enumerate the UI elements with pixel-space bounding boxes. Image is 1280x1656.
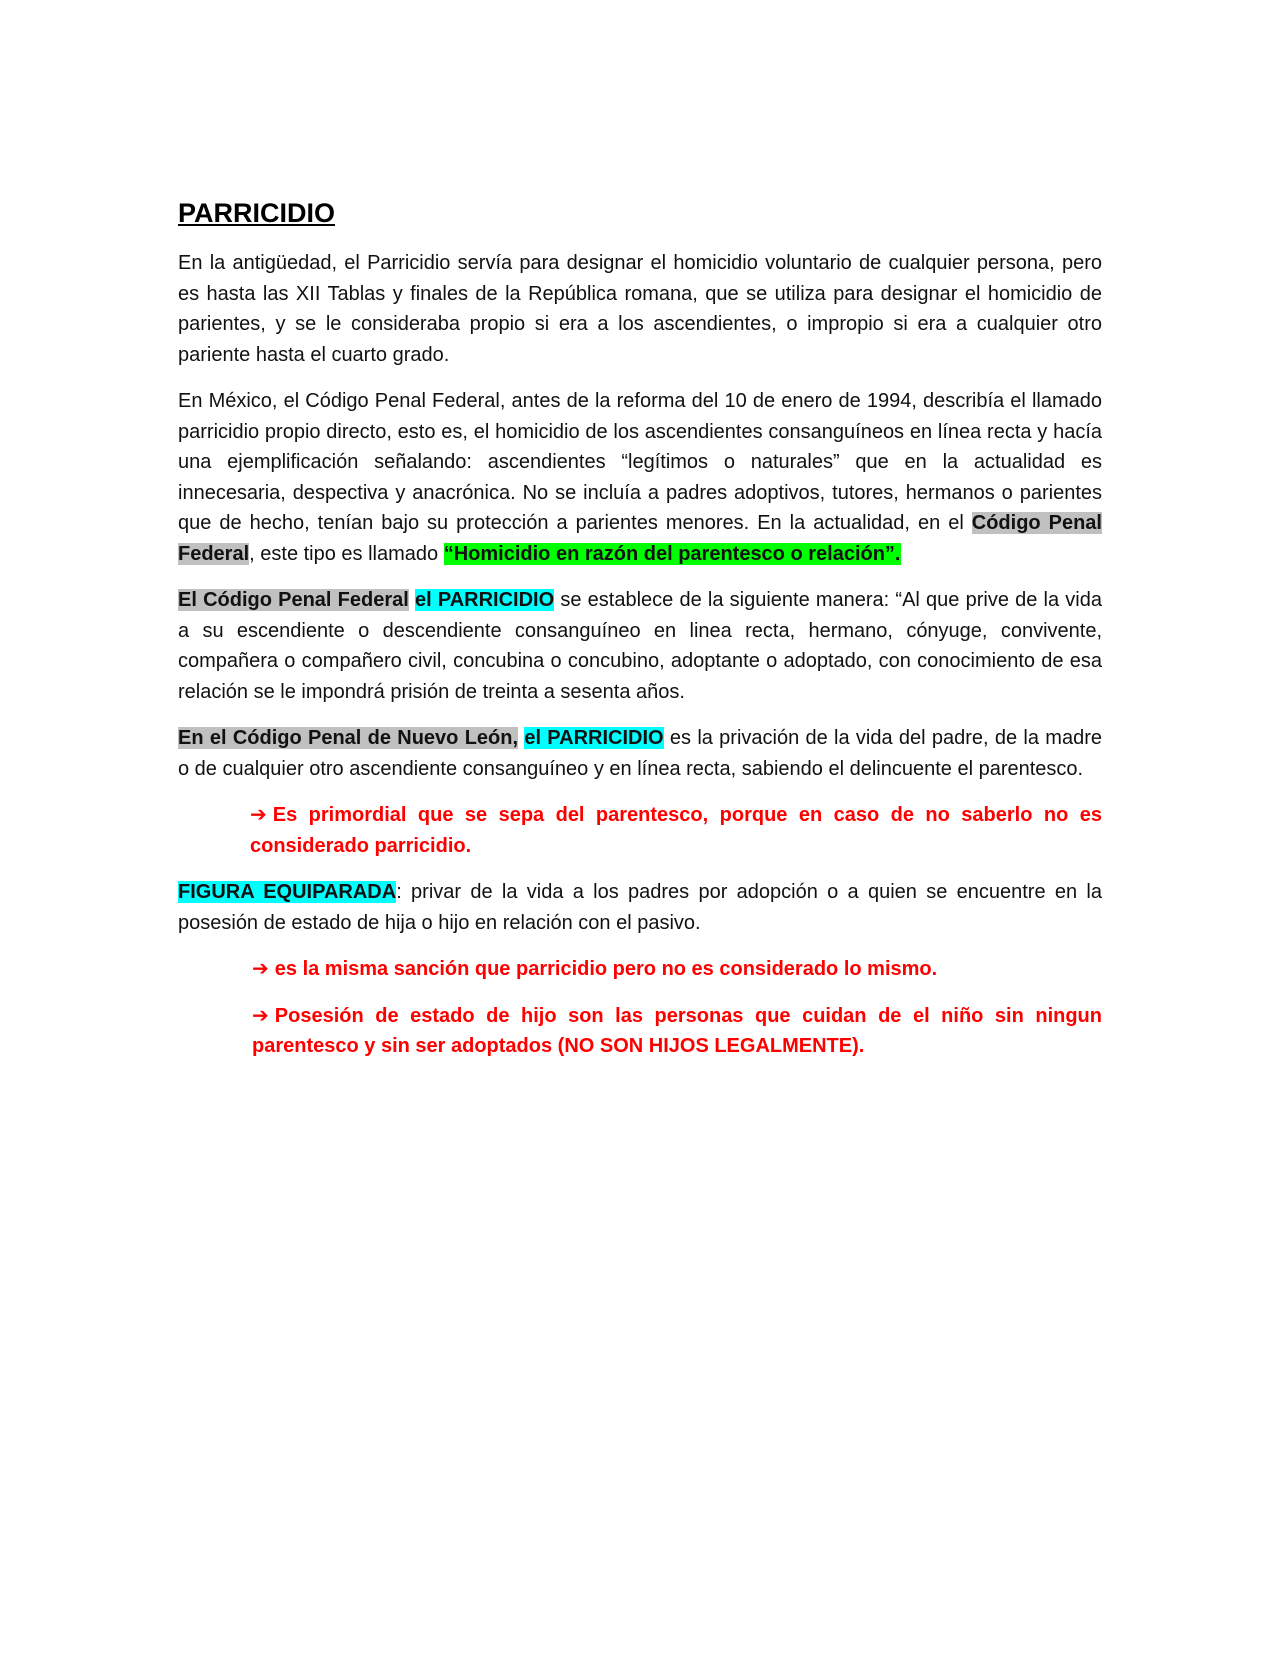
paragraph-nuevo-leon: [178, 723, 1102, 784]
document-page: [178, 196, 1102, 1078]
homicidio-quote-highlight: “Homicidio en razón del parentesco o relación”.: [443, 542, 901, 565]
note-parentesco: [250, 800, 1102, 861]
arrow-right-icon: ➔: [252, 1004, 269, 1027]
arrow-right-icon: ➔: [252, 958, 269, 980]
codigo-penal-federal-highlight: Código Penal Federal: [178, 512, 1102, 565]
parricidio-tag: el PARRICIDIO: [415, 589, 555, 611]
note-sancion: [252, 954, 1102, 985]
note-posesion: [252, 1001, 1102, 1062]
paragraph-figura-equiparada: [178, 877, 1102, 938]
paragraph-nuevo-leon-text: es la privación de la vida del padre, de la madre o de cualquier otro ascendiente consanguíneo y en línea recta, sabiendo el delincuente el parentesco.: [178, 727, 1102, 780]
paragraph-mexico: [178, 386, 1102, 569]
page-title: PARRICIDIO: [178, 198, 336, 228]
figura-equiparada-highlight: FIGURA EQUIPARADA: [178, 881, 397, 903]
paragraph-mexico-text: En México, el Código Penal Federal, antes de la reforma del 10 de enero de 1994, describía el llamado parricidio propio directo, esto es, el homicidio de los ascendientes consanguíneos en línea recta y hacía una ejemplificación señalando: ascendientes “legítimos o naturales” que en la actualidad es innecesaria, despectiva y anacrónica. No se incluía a padres adoptivos, tutores, hermanos o parientes que de hecho, tenían bajo su protección a parientes menores. En la actualidad, en el: [178, 390, 1102, 534]
arrow-right-icon: ➔: [250, 804, 267, 826]
paragraph-federal-text: se establece de la siguiente manera: “Al que prive de la vida a su escendiente o descendiente consanguíneo en linea recta, hermano, cónyuge, convivente, compañera o compañero civil, concubina o concubino, adoptante o adoptado, con conocimiento de esa relación se le impondrá prisión de treinta a sesenta años.: [178, 589, 1102, 703]
parricidio-tag: el PARRICIDIO: [524, 727, 664, 749]
note-posesion-text: Posesión de estado de hijo son las personas que cuidan de el niño sin ningun parentesco y sin ser adoptados (NO SON HIJOS LEGALMENTE).: [252, 1004, 1102, 1057]
federal-code-lead: El Código Penal Federal: [178, 589, 409, 611]
paragraph-figura-equiparada-text: : privar de la vida a los padres por adopción o a quien se encuentre en la posesión de estado de hija o hijo en relación con el pasivo.: [178, 881, 1102, 934]
paragraph-mexico-mid: , este tipo es llamado: [249, 542, 444, 565]
nuevo-leon-code-lead: En el Código Penal de Nuevo León,: [178, 727, 519, 749]
note-sancion-text: es la misma sanción que parricidio pero no es considerado lo mismo.: [274, 958, 938, 980]
paragraph-federal: [178, 585, 1102, 707]
note-parentesco-text: Es primordial que se sepa del parentesco, porque en caso de no saberlo no es considerado parricidio.: [250, 804, 1102, 857]
paragraph-antiguedad: En la antigüedad, el Parricidio servía para designar el homicidio voluntario de cualquier persona, pero es hasta las XII Tablas y finales de la República romana, que se utiliza para designar el homicidio de parientes, y se le consideraba propio si era a los ascendientes, o impropio si era a cualquier otro pariente hasta el cuarto grado.: [178, 252, 1102, 366]
